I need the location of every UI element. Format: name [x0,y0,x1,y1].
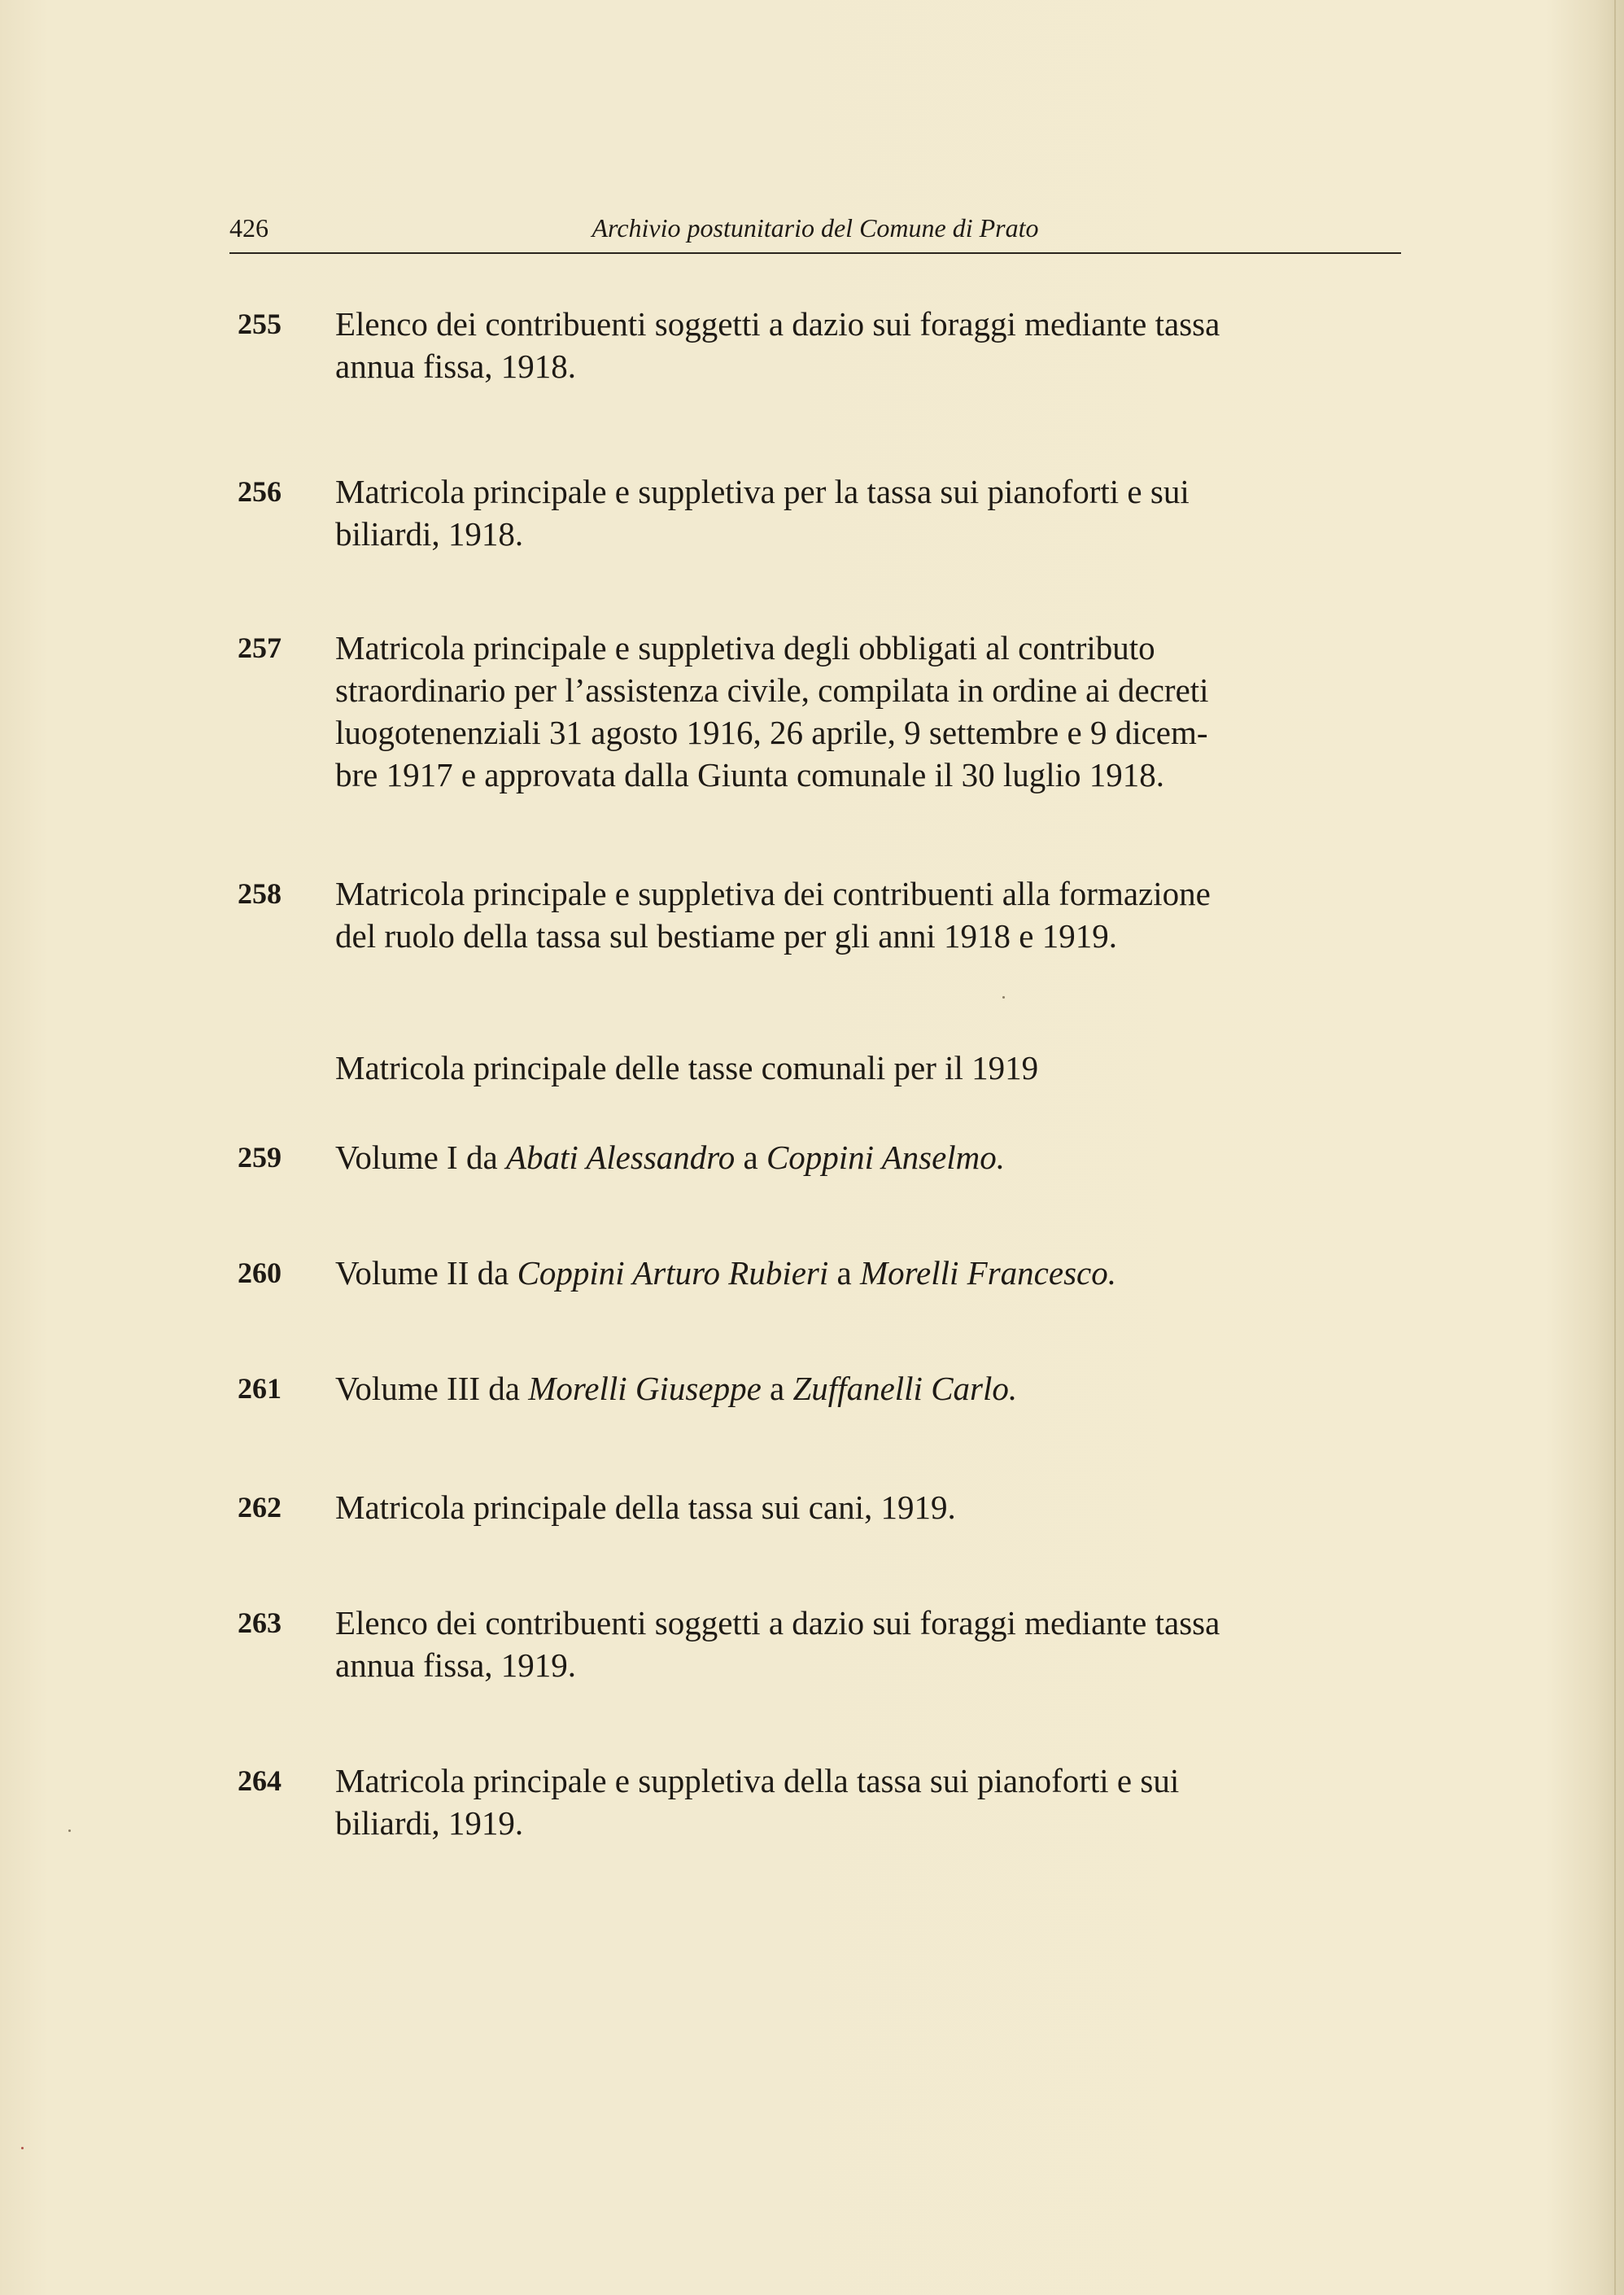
section-subheading: Matricola principale delle tasse comunali per il 1919 [335,1049,1039,1086]
volume-from-name: Morelli Giuseppe [528,1370,762,1407]
entry-description [335,627,1403,796]
volume-from-name: Abati Alessandro [505,1139,736,1176]
volume-to-name: Coppini Anselmo. [766,1139,1006,1176]
entry-line: annua fissa, 1918. [335,348,577,385]
entry-line: straordinario per l’assistenza civile, compilata in ordine ai decreti [335,671,1209,709]
entry-line: Matricola principale e suppletiva degli obbligati al contributo [335,629,1155,667]
running-header [229,213,1401,254]
entry-description [335,1760,1403,1844]
entry-description [335,470,1403,555]
running-title: Archivio postunitario del Comune di Prato [592,213,1039,243]
entry-line: biliardi, 1918. [335,515,524,553]
paper-speck [68,1829,71,1832]
entry-description [335,1486,1403,1528]
entry-line: Elenco dei contribuenti soggetti a dazio sui foraggi mediante tassa [335,1604,1220,1641]
entry-line: Matricola principale della tassa sui cani, 1919. [335,1488,956,1526]
entry-description [335,1136,1403,1178]
entry-description [335,303,1403,387]
entry-description [335,1602,1403,1686]
header-rule [229,252,1401,254]
entry-number: 259 [238,1141,282,1174]
entry-number: 261 [238,1372,282,1405]
entry-number: 257 [238,632,282,664]
entry-line: biliardi, 1919. [335,1804,524,1842]
entry-line: luogotenenziali 31 agosto 1916, 26 aprile, 9 settembre e 9 dicem- [335,714,1208,751]
volume-to-name: Morelli Francesco. [859,1254,1116,1292]
volume-connector: a [735,1139,766,1176]
entry-number: 262 [238,1491,282,1523]
volume-prefix: Volume III da [335,1370,529,1407]
entry-line: Matricola principale e suppletiva per la tassa sui pianoforti e sui [335,473,1190,510]
entry-line: Matricola principale e suppletiva dei contribuenti alla formazione [335,875,1211,912]
entry-description [335,1367,1403,1410]
entry-line: annua fissa, 1919. [335,1646,577,1684]
entry-number: 260 [238,1257,282,1289]
volume-prefix: Volume II da [335,1254,517,1292]
volume-to-name: Zuffanelli Carlo. [792,1370,1018,1407]
paper-speck [1002,996,1005,999]
volume-connector: a [761,1370,793,1407]
volume-from-name: Coppini Arturo Rubieri [517,1254,829,1292]
entry-number: 258 [238,877,282,910]
page-edge [1614,0,1616,2295]
entry-description [335,872,1403,957]
paper-speck [21,2147,24,2149]
entry-number: 256 [238,475,282,508]
entry-number: 255 [238,308,282,340]
volume-connector: a [828,1254,860,1292]
entry-line: del ruolo della tassa sul bestiame per gli anni 1918 e 1919. [335,917,1117,955]
entry-line: Elenco dei contribuenti soggetti a dazio sui foraggi mediante tassa [335,305,1220,343]
entry-number: 263 [238,1606,282,1639]
entry-line: bre 1917 e approvata dalla Giunta comunale il 30 luglio 1918. [335,756,1165,793]
volume-prefix: Volume I da [335,1139,506,1176]
entry-description [335,1252,1403,1294]
entry-line: Matricola principale e suppletiva della tassa sui pianoforti e sui [335,1762,1180,1799]
page-number: 426 [229,213,268,243]
entry-number: 264 [238,1764,282,1797]
